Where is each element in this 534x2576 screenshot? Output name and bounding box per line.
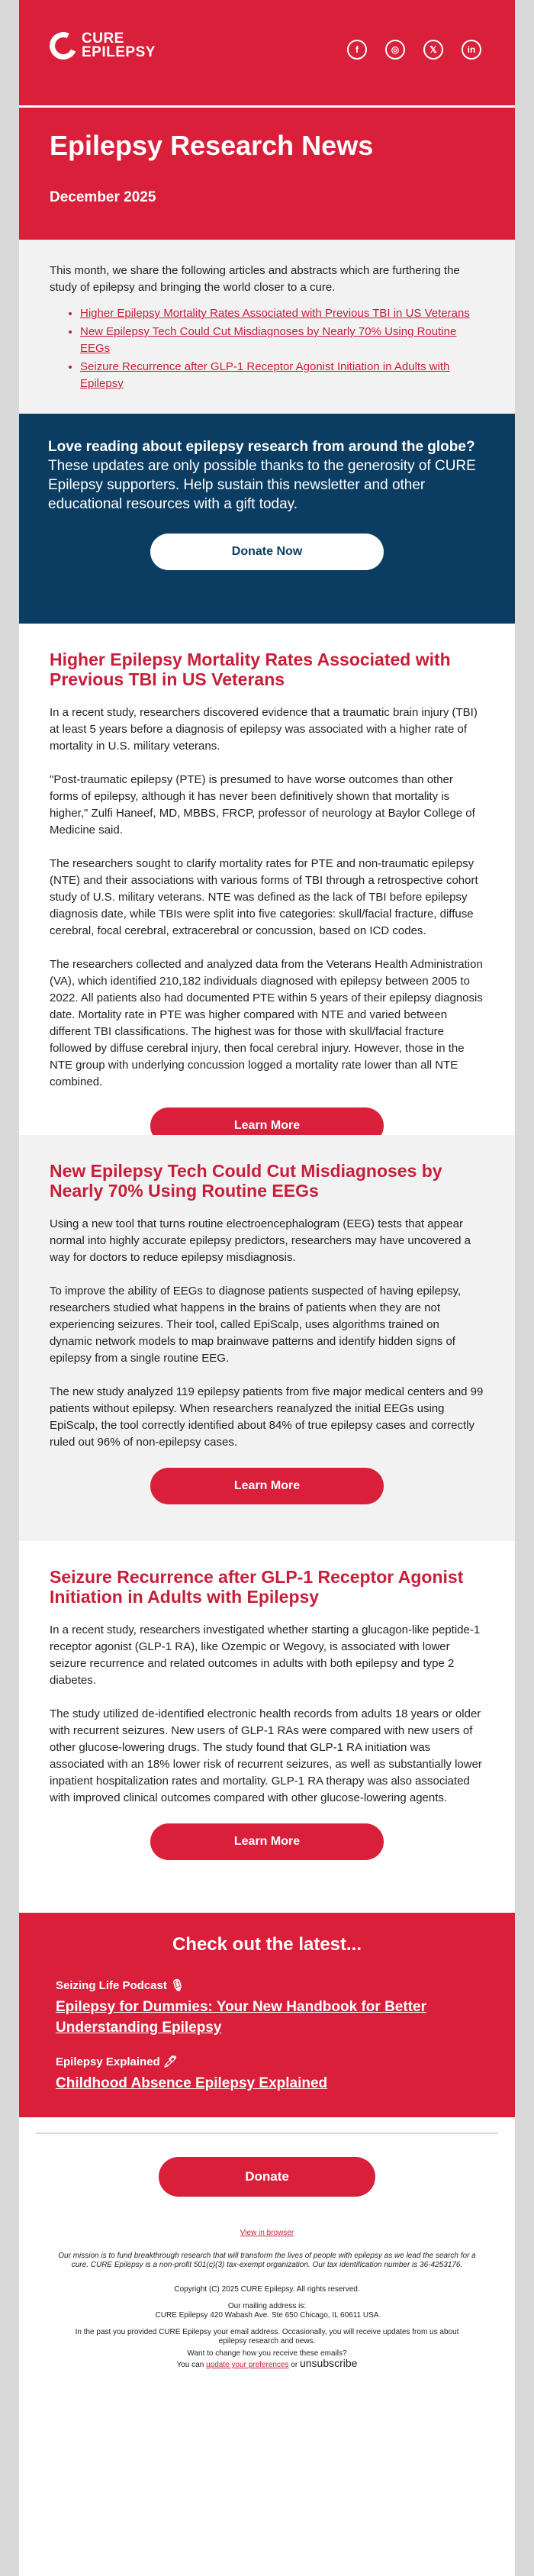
unsubscribe-link[interactable]: unsubscribe [299,2357,358,2369]
copyright: Copyright (C) 2025 CURE Epilepsy. All rights reserved. [174,2285,360,2294]
article-paragraph: To improve the ability of EEGs to diagnose patients suspected of having epilepsy, researchers studied what happens in the brains of patients when they are not experiencing seizures. Their tool, called EpiScalp, uses algorithms trained on dynamic network models to map brainwave patterns and identify hidden signs of epilepsy from a single routine EEG. [50,1285,462,1365]
intro-section [19,240,515,414]
footer-divider [36,2133,498,2134]
donate-band [19,414,515,624]
learn-more-button[interactable]: Learn More [150,1823,384,1860]
podcast-category: Seizing Life Podcast 🎙 [56,1979,185,1992]
view-in-browser-link[interactable]: View in browser [240,2229,294,2237]
facebook-icon[interactable]: f [347,40,367,60]
article-paragraph: The study utilized de-identified electronic health records from adults 18 years or older with recurrent seizures. New users of GLP-1 RAs were compared with new users of other glucose-lowering drugs. The study found that GLP-1 RA initiation was associated with an 18% lower risk of recurrent seizures, as well as substantially lower inpatient hospitalization rates and mortality. GLP-1 RA therapy was also associated with improved clinical outcomes compared with other glucose-lowering agents. [50,1707,482,1804]
cure-epilepsy-logo[interactable]: CURE EPILEPSY [50,32,156,60]
article-1 [19,624,515,1135]
mailing-label: Our mailing address is: [227,2302,307,2310]
article-paragraph: In a recent study, researchers discovered evidence that a traumatic brain injury (TBI) at least 5 years before a diagnosis of epilepsy was associated with a higher rate of mortality in U.S. military veterans. [50,706,478,753]
learn-more-button[interactable]: Learn More [150,1468,384,1504]
article-2 [19,1135,515,1541]
article-title: New Epilepsy Tech Could Cut Misdiagnoses by Nearly 70% Using Routine EEGs [50,1161,442,1201]
article-paragraph: In a recent study, researchers investigated whether starting a glucagon-like peptide-1 receptor agonist (GLP-1 RA), like Ozempic or Wegovy, is associated with lower seizure recurrence and related outcomes in adults with both epilepsy and type 2 diabetes. [50,1623,481,1687]
article-title: Seizure Recurrence after GLP-1 Receptor Agonist Initiation in Adults with Epilepsy [50,1567,464,1607]
article-paragraph: Using a new tool that turns routine electroencephalogram (EEG) tests that appear normal into highly accurate epilepsy predictors, researchers may have uncovered a way for doctors to reduce epilepsy misdiagnosis. [50,1217,471,1264]
mailing-address: CURE Epilepsy 420 Wabash Ave. Ste 650 Chicago, IL 60611 USA [155,2311,379,2320]
donate-button[interactable]: Donate [159,2157,375,2197]
logo-mark-icon [46,28,81,63]
article-link-2[interactable]: New Epilepsy Tech Could Cut Misdiagnoses by Nearly 70% Using Routine EEGs [80,325,457,355]
latest-heading: Check out the latest... [172,1934,362,1955]
newsletter-title: Epilepsy Research News [50,130,374,161]
footer [19,2117,515,2370]
newsletter-date: December 2025 [50,189,156,205]
article-link-3[interactable]: Seizure Recurrence after GLP-1 Receptor Agonist Initiation in Adults with Epilepsy [80,360,450,390]
social-links [347,40,481,60]
article-link-1[interactable]: Higher Epilepsy Mortality Rates Associated with Previous TBI in US Veterans [80,307,470,320]
linkedin-icon[interactable]: in [462,40,481,60]
header [19,0,515,240]
article-paragraph: The researchers sought to clarify mortality rates for PTE and non-traumatic epilepsy (NTE) and their associations with various forms of TBI through a retrospective cohort study of U.S. military veterans. NTE was defined as the lack of TBI before epilepsy diagnosis date, while TBIs were split into five categories: skull/facial fracture, diffuse cerebral, focal cerebral, extracerebral or concussion, based on ICD codes. [50,857,478,937]
article-links [80,305,484,392]
article-paragraph: The new study analyzed 119 epilepsy patients from five major medical centers and 99 patients without epilepsy. When researchers reanalyzed the initial EEGs using EpiScalp, the tool correctly identified about 84% of true epilepsy cases and correctly ruled out 96% of non-epilepsy cases. [50,1385,484,1449]
article-paragraph: The researchers collected and analyzed data from the Veterans Health Administration (VA), which identified 210,182 individuals diagnosed with epilepsy between 2005 to 2022. All patients also had documented PTE within 5 years of their epilepsy diagnosis date. Mortality rate in PTE was higher compared with NTE and varied between different TBI classifications. The highest was for those with skull/facial fracture followed by diffuse cerebral injury, then focal cerebral injury. However, those in the NTE group with underlying concussion logged a mortality rate lower than all NTE combined. [50,958,483,1088]
donate-now-button[interactable]: Donate Now [150,534,384,570]
intro-text: This month, we share the following articles and abstracts which are furthering the study of epilepsy and bringing the world closer to a cure. [50,264,460,294]
donate-heading: Love reading about epilepsy research from around the globe? [48,439,475,455]
instagram-icon[interactable]: ◎ [385,40,405,60]
latest-section [19,1913,515,2117]
article-title: Higher Epilepsy Mortality Rates Associated with Previous TBI in US Veterans [50,650,451,689]
explained-link[interactable]: Childhood Absence Epilepsy Explained [56,2075,328,2091]
podcast-link[interactable]: Epilepsy for Dummies: Your New Handbook for Better Understanding Epilepsy [56,1999,426,2036]
donate-body: These updates are only possible thanks to the generosity of CURE Epilepsy supporters. Help sustain this newsletter and other educational resources with a gift today. [48,458,476,512]
preferences-line: You can update your preferences or unsubscribe [176,2357,358,2369]
change-question: Want to change how you receive these emails? [187,2349,347,2358]
article-paragraph: "Post-traumatic epilepsy (PTE) is presumed to have worse outcomes than other forms of epilepsy, although it has never been definitively shown that mortality is higher," Zulfi Haneef, MD, MBBS, FRCP, professor of neurology at Baylor College of Medicine said. [50,773,475,837]
x-icon[interactable]: 𝕏 [423,40,443,60]
header-divider [19,105,515,108]
update-preferences-link[interactable]: update your preferences [206,2361,289,2369]
email-page [19,0,515,2576]
article-3 [19,1541,515,1913]
consent-text: In the past you provided CURE Epilepsy your email address. Occasionally, you will receive updates from us about epilepsy research and news. [75,2328,459,2345]
mission-statement: Our mission is to fund breakthrough research that will transform the lives of people with epilepsy as we lead the search for a cure. CURE Epilepsy is a non-profit 501(c)(3) tax-exempt organization. Our tax identification number is 36-4253176. [58,2252,476,2269]
learn-more-button[interactable]: Learn More [150,1107,384,1144]
explained-category: Epilepsy Explained 🖊 [56,2055,178,2068]
